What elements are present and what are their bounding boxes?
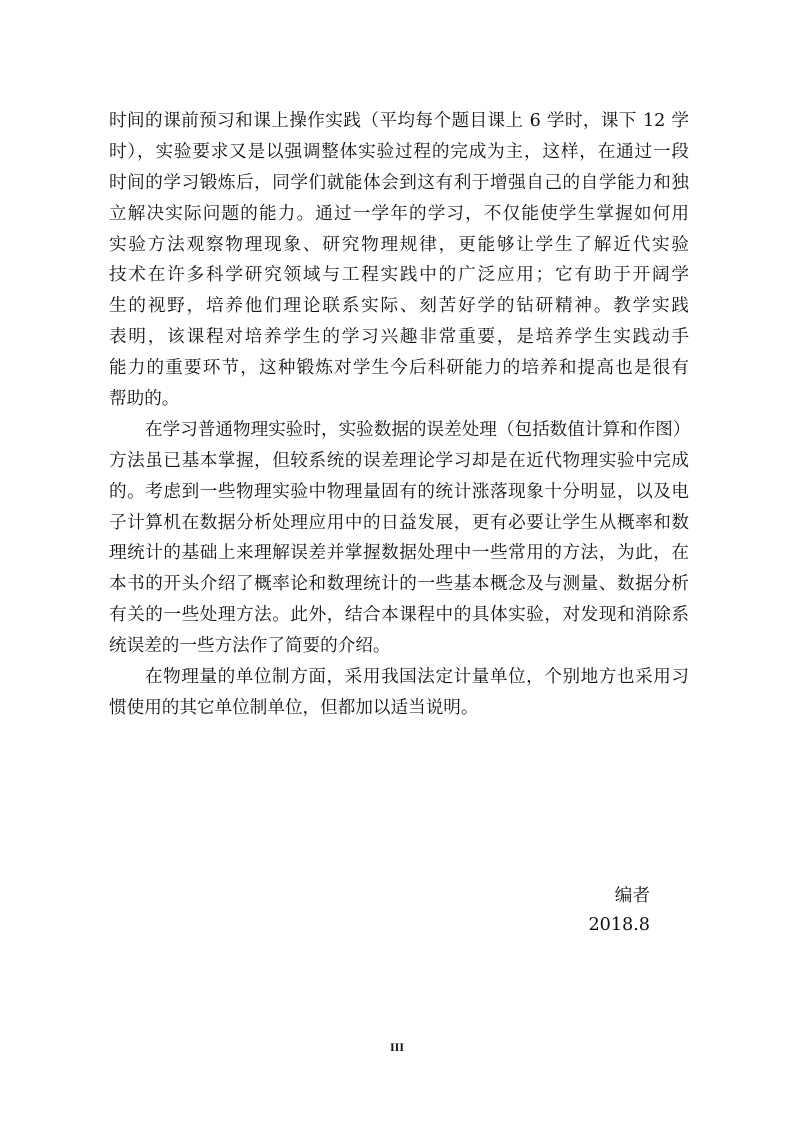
- text-line: 时），实验要求又是以强调整体实验过程的完成为主，这样，在通过一段: [109, 141, 689, 162]
- text-line: 的。考虑到一些物理实验中物理量固有的统计涨落现象十分明显，以及电: [109, 481, 689, 502]
- text-line: 时间的课前预习和课上操作实践（平均每个题目课上 6 学时，课下 12 学: [109, 111, 689, 131]
- text-line: 在物理量的单位制方面，采用我国法定计量单位，个别地方也采用习: [145, 667, 689, 688]
- text-line: 能力的重要环节，这种锻炼对学生今后科研能力的培养和提高也是很有: [109, 358, 689, 379]
- text-line: 子计算机在数据分析处理应用中的日益发展，更有必要让学生从概率和数: [109, 512, 689, 533]
- paragraph-3: [109, 662, 689, 724]
- paragraph-2: [109, 415, 689, 662]
- signature-date: 2018.8: [588, 915, 650, 935]
- text-line: 在学习普通物理实验时，实验数据的误差处理（包括数值计算和作图）: [145, 419, 691, 440]
- text-line: 帮助的。: [109, 389, 180, 410]
- text-line: 方法虽已基本掌握，但较系统的误差理论学习却是在近代物理实验中完成: [109, 450, 689, 471]
- text-line: 表明，该课程对培养学生的学习兴趣非常重要，是培养学生实践动手: [109, 327, 689, 348]
- text-line: 生的视野，培养他们理论联系实际、刻苦好学的钻研精神。教学实践: [109, 296, 689, 317]
- text-line: 技术在许多科学研究领域与工程实践中的广泛应用；它有助于开阔学: [109, 265, 689, 286]
- text-line: 实验方法观察物理现象、研究物理规律，更能够让学生了解近代实验: [109, 234, 689, 255]
- paragraph-1: [109, 106, 689, 415]
- text-line: 立解决实际问题的能力。通过一学年的学习，不仅能使学生掌握如何用: [109, 203, 689, 224]
- signature-author: 编者: [614, 886, 650, 906]
- body-text: [109, 106, 689, 724]
- page-number: III: [389, 1040, 404, 1054]
- text-line: 理统计的基础上来理解误差并掌握数据处理中一些常用的方法，为此，在: [109, 543, 689, 564]
- text-line: 惯使用的其它单位制单位，但都加以适当说明。: [109, 697, 479, 718]
- text-line: 统误差的一些方法作了简要的介绍。: [109, 636, 391, 657]
- text-line: 有关的一些处理方法。此外，结合本课程中的具体实验，对发现和消除系: [109, 605, 689, 626]
- text-line: 本书的开头介绍了概率论和数理统计的一些基本概念及与测量、数据分析: [109, 574, 689, 595]
- text-line: 时间的学习锻炼后，同学们就能体会到这有利于增强自己的自学能力和独: [109, 172, 689, 193]
